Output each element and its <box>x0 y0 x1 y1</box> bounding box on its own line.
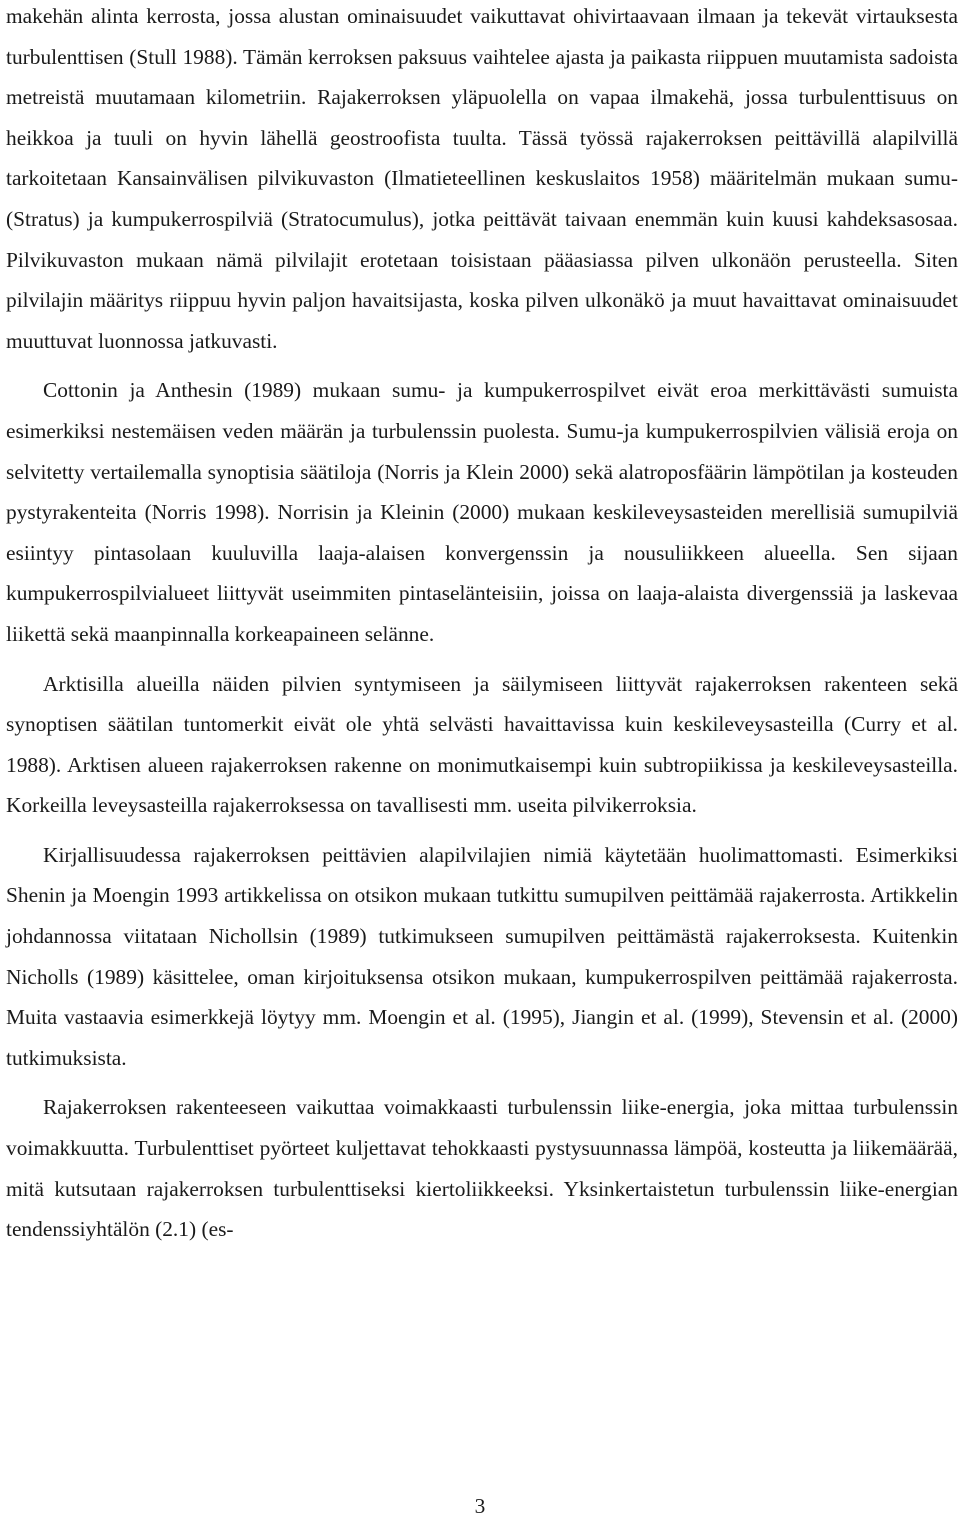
paragraph-4: Kirjallisuudessa rajakerroksen peittävien alapilvilajien nimiä käytetään huolimattomasti. Esimerkiksi Shenin ja Moengin 1993 artikkelissa on otsikon mukaan tutkittu sumupilven peittämää rajakerrosta. Artikkelin johdannossa viitataan Nichollsin (1989) tutkimukseen sumupilven peittämästä rajakerroksesta. Kuitenkin Nicholls (1989) käsittelee, oman kirjoituksensa otsikon mukaan, kumpukerrospilven peittämää rajakerrosta. Muita vastaavia esimerkkejä löytyy mm. Moengin et al. (1995), Jiangin et al. (1999), Stevensin et al. (2000) tutkimuksista. <box>6 842 958 1070</box>
document-page <box>6 0 958 1250</box>
paragraph-5: Rajakerroksen rakenteeseen vaikuttaa voimakkaasti turbulenssin liike-energia, joka mittaa turbulenssin voimakkuutta. Turbulenttiset pyörteet kuljettavat tehokkaasti pystysuunnassa lämpöä, kosteutta ja liikemäärää, mitä kutsutaan rajakerroksen turbulenttiseksi kiertoliikkeeksi. Yksinkertaistetun turbulenssin liike-energian tendenssiyhtälön (2.1) (es- <box>6 1095 958 1242</box>
paragraph-3: Arktisilla alueilla näiden pilvien syntymiseen ja säilymiseen liittyvät rajakerroksen rakenteen sekä synoptisen säätilan tuntomerkit eivät ole yhtä selvästi havaittavissa kuin keskileveysasteilla (Curry et al. 1988). Arktisen alueen rajakerroksen rakenne on monimutkaisempi kuin subtropiikissa ja keskileveysasteilla. Korkeilla leveysasteilla rajakerroksessa on tavallisesti mm. useita pilvikerroksia. <box>6 671 958 818</box>
paragraph-2: Cottonin ja Anthesin (1989) mukaan sumu- ja kumpukerrospilvet eivät eroa merkittävästi sumuista esimerkiksi nestemäisen veden määrän ja turbulenssin puolesta. Sumu-ja kumpukerrospilvien välisiä eroja on selvitetty vertailemalla synoptisia säätiloja (Norris ja Klein 2000) sekä alatroposfäärin lämpötilan ja kosteuden pystyrakenteita (Norris 1998). Norrisin ja Kleinin (2000) mukaan keskileveysasteiden merellisiä sumupilviä esiintyy pintasolaan kuuluvilla laaja-alaisen konvergenssin ja nousuliikkeen alueella. Sen sijaan kumpukerrospilvialueet liittyvät useimmiten pintaselänteisiin, joissa on laaja-alaista divergenssiä ja laskevaa liikettä sekä maanpinnalla korkeapaineen selänne. <box>6 378 958 646</box>
page-number: 3 <box>474 1494 486 1518</box>
paragraph-1: makehän alinta kerrosta, jossa alustan ominaisuudet vaikuttavat ohivirtaavaan ilmaan ja tekevät virtauksesta turbulenttisen (Stull 1988). Tämän kerroksen paksuus vaihtelee ajasta ja paikasta riippuen muutamista sadoista metreistä muutamaan kilometriin. Rajakerroksen yläpuolella on vapaa ilmakehä, jossa turbulenttisuus on heikkoa ja tuuli on hyvin lähellä geostroofista tuulta. Tässä työssä rajakerroksen peittävillä alapilvillä tarkoitetaan Kansainvälisen pilvikuvaston (Ilmatieteellinen keskuslaitos 1958) määritelmän mukaan sumu- (Stratus) ja kumpukerrospilviä (Stratocumulus), jotka peittävät taivaan enemmän kuin kuusi kahdeksasosaa. Pilvikuvaston mukaan nämä pilvilajit erotetaan toisistaan pääasiassa pilven ulkonäön perusteella. Siten pilvilajin määritys riippuu hyvin paljon havaitsijasta, koska pilven ulkonäkö ja muut havaittavat ominaisuudet muuttuvat luonnossa jatkuvasti. <box>6 4 958 353</box>
